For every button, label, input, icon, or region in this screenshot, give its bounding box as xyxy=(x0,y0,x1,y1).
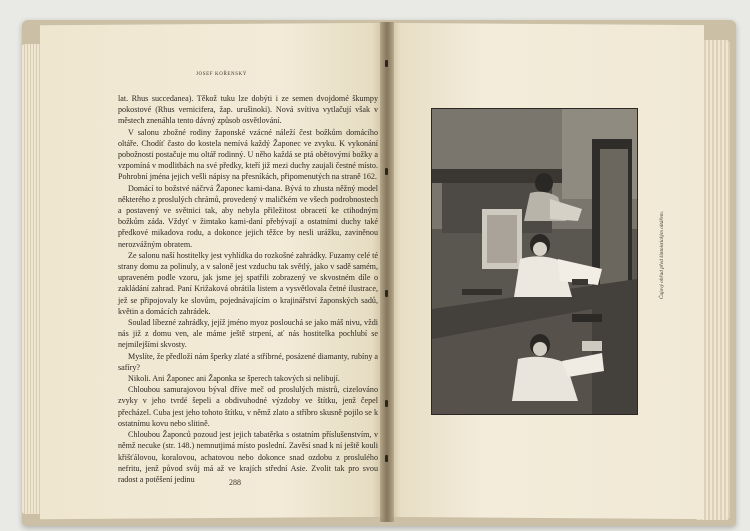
photograph-illustration xyxy=(432,109,637,414)
paragraph: Chloubou samurajovou býval dříve meč od proslulých mistrů, cizelováno zvyky v jeho tvrdé šepeli a obdivuhodné výzdoby ve štítku, jenž čepel přecházel. Cuba jest jeho tohoto štítku, v němž zlato a stříbro skusně pojilo se k ostatnímu kovu nebo slitině. xyxy=(118,385,378,428)
paragraph: Nikoli. Ani Žaponec ani Žaponka se šperech takových si nelibují. xyxy=(128,374,340,384)
binding-stitch xyxy=(385,168,388,175)
body-text xyxy=(118,93,378,485)
paragraph: Chloubou Žaponců pozoud jest jejich tabatěrka s ostatním příslušenstvím, v němž necuke (str. 148.) nemnutjimá místo poslední. Zavěsí snad k ní ještě kouli křišťálovou, koralovou, achatovou nebo dokonce snad ozdobu z proslulého nefritu, jenž původ svůj má až ve krajích střední Asie. Zvolit tak pro svou radost a potěšení jedinu xyxy=(118,430,378,484)
binding-stitch xyxy=(385,400,388,407)
paragraph: Ze salonu naší hostitelky jest vyhlídka do rozkošné zahrádky. Fuzamy celé té strany domu za polinuly, a v saloně jest vzduchu tak světlý, jako v sadě samém, upraveném podle vzoru, jak jsme jej spatřili zobrazený ve skvostném díle o zakládání zahrad. Paní Križaková obrátila listem a vysvětlovala četné ilustrace, jež se připojovaly ke slovům, pojednávajícím o krajinářství žaponských sadů, květin a domácích zahrádek. xyxy=(118,250,378,316)
paragraph: Soulad líbezné zahrádky, jejíž jméno myoz poslouchá se jako máš nivu, vždi nás již z domu ven, ale máme ještě strpení, ať nás hostitelka pochlubí se nejmilejšími skvosty. xyxy=(118,318,378,350)
binding-stitch xyxy=(385,455,388,462)
plate-caption: Čajový obřad před šintoistickým oltářem. xyxy=(659,210,665,300)
paragraph: lat. Rhus succedanea). Těkož tuku lze dobýti i ze semen dvojdomé škumpy pokostové (Rhus vernicifera, žap. urušinoki). Nová svítiva vytlačují však v městech znenáhla tento dávný způsob osvětlování. xyxy=(118,94,378,126)
running-head: JOSEF KOŘENSKÝ xyxy=(196,72,248,77)
binding-stitch xyxy=(385,290,388,297)
photograph-plate xyxy=(431,108,638,415)
book-gutter xyxy=(380,22,394,522)
paragraph: Myslíte, že předloží nám šperky zlaté a stříbrné, posázené diamanty, rubíny a safíry? xyxy=(118,351,378,372)
paragraph: V salonu zbožné rodiny žaponské vzácné náleží čest božkům domácího oltáře. Chodíť často do kostela nemívá každý Žaponec ve zvyku. K vykonání pobožnosti postačuje mu oltář rodinný. U něho každá se ptá obětovými božky a vzpomíná v modlitbách na své předky, kteří již mezi duchy zaujali čestné místo. Pohrobní jména jejich vešli nápisy na přesníkách, připomenutých na straně 162. xyxy=(118,127,378,182)
binding-stitch xyxy=(385,60,388,67)
page-number: 288 xyxy=(229,478,241,487)
page-edges-left xyxy=(22,44,42,514)
paragraph: Domácí to božstvé náčrvá Žaponec kami-dana. Bývá to zhusta něžný model některého z proslulých chrámů, provedený v maličkém ve všech podrobnostech a postavený ve světnici tak, aby nebyla přiležitost obracetí ke ctihodným božkům záda. Vždyť v žimtako kami-daní přebývají a ostatními duchy také předkové mikadova rodu, a dokonce jejich těžce by nesli urážku, zaviněnou nerozvážným obratem. xyxy=(118,183,378,249)
